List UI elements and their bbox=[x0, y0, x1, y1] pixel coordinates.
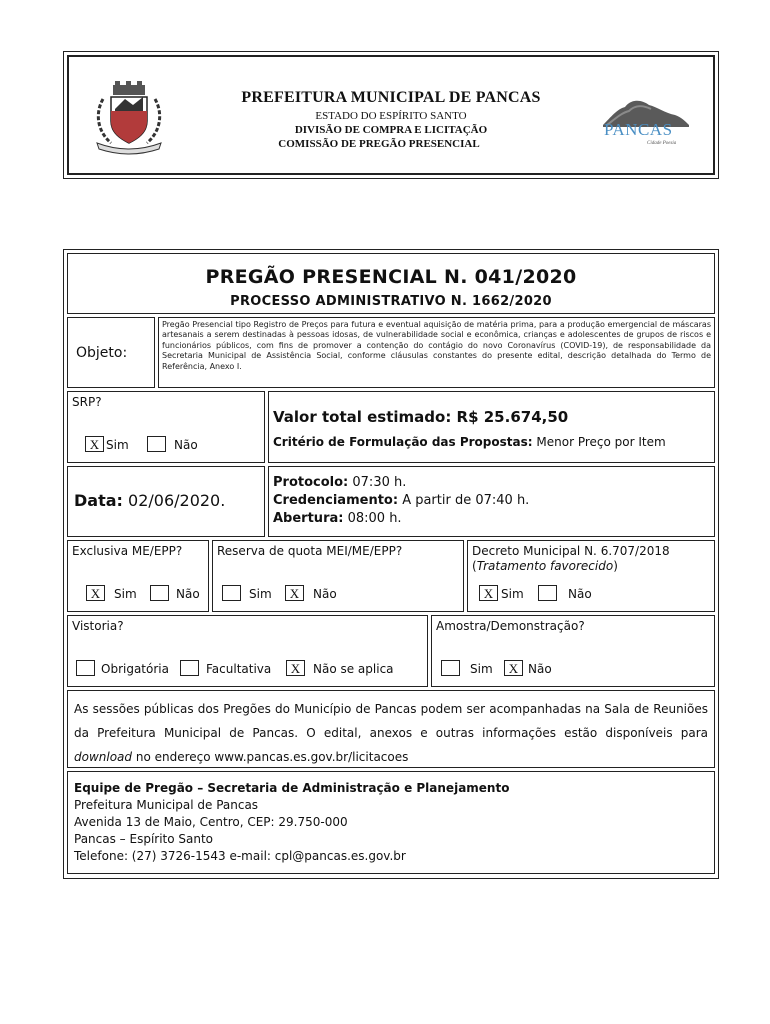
valor-total-estimado: Valor total estimado: R$ 25.674,50 bbox=[273, 408, 569, 426]
srp-sim-label: Sim bbox=[106, 438, 129, 452]
state-name: ESTADO DO ESPÍRITO SANTO bbox=[315, 110, 467, 122]
reserva-label: Reserva de quota MEI/ME/EPP? bbox=[217, 544, 403, 558]
srp-label: SRP? bbox=[72, 395, 102, 409]
exclusiva-sim-checkbox[interactable]: X bbox=[86, 585, 105, 601]
commission-name: COMISSÃO DE PREGÃO PRESENCIAL bbox=[278, 138, 480, 150]
equipe-phone-email: Telefone: (27) 3726-1543 e-mail: cpl@pancas.es.gov.br bbox=[74, 849, 406, 863]
reserva-box bbox=[212, 540, 464, 612]
pregao-number-title: PREGÃO PRESENCIAL N. 041/2020 bbox=[205, 266, 577, 288]
amostra-label: Amostra/Demonstração? bbox=[436, 619, 585, 633]
data-box bbox=[67, 466, 265, 537]
exclusiva-nao-checkbox[interactable] bbox=[150, 585, 169, 601]
reserva-sim-checkbox[interactable] bbox=[222, 585, 241, 601]
amostra-nao-label: Não bbox=[528, 662, 552, 676]
vistoria-obrigatoria-label: Obrigatória bbox=[101, 662, 169, 676]
credenciamento-line bbox=[273, 493, 529, 508]
info-box bbox=[67, 690, 715, 768]
objeto-text-box bbox=[158, 317, 715, 388]
pancas-logo-text: PANCAS bbox=[604, 120, 673, 139]
prefeitura-title: PREFEITURA MUNICIPAL DE PANCAS bbox=[241, 89, 541, 106]
criterio-value: Menor Preço por Item bbox=[536, 435, 666, 449]
criterio-line bbox=[273, 435, 666, 449]
data-label: Data: bbox=[74, 491, 123, 510]
processo-number: PROCESSO ADMINISTRATIVO N. 1662/2020 bbox=[230, 294, 552, 309]
exclusiva-box bbox=[67, 540, 209, 612]
decreto-box bbox=[467, 540, 715, 612]
equipe-box bbox=[67, 771, 715, 874]
horarios-box bbox=[268, 466, 715, 537]
division-name: DIVISÃO DE COMPRA E LICITAÇÃO bbox=[294, 124, 488, 136]
exclusiva-nao-label: Não bbox=[176, 587, 200, 601]
decreto-sim-checkbox[interactable]: X bbox=[479, 585, 498, 601]
protocolo-label: Protocolo: bbox=[273, 475, 349, 490]
reserva-nao-label: Não bbox=[313, 587, 337, 601]
pregao-title-box bbox=[67, 253, 715, 314]
equipe-city: Pancas – Espírito Santo bbox=[74, 832, 214, 846]
info-text-after: no endereço www.pancas.es.gov.br/licitacoes bbox=[132, 750, 409, 764]
decreto-sim-label: Sim bbox=[501, 587, 524, 601]
info-text-before: As sessões públicas dos Pregões do Município de Pancas podem ser acompanhadas na Sala de Reuniões da Prefeitura Municipal de Pancas. O edital, anexos e outras informações estão disponíveis para bbox=[74, 702, 708, 740]
reserva-sim-label: Sim bbox=[249, 587, 272, 601]
pregao-summary-form bbox=[63, 249, 719, 879]
decreto-nao-label: Não bbox=[568, 587, 592, 601]
info-download-word: download bbox=[74, 750, 133, 764]
equipe-title: Equipe de Pregão – Secretaria de Administração e Planejamento bbox=[74, 781, 510, 795]
exclusiva-label: Exclusiva ME/EPP? bbox=[72, 544, 183, 558]
srp-sim-checkbox[interactable]: X bbox=[85, 436, 104, 452]
decreto-sub-line: (Tratamento favorecido) bbox=[472, 559, 618, 573]
protocolo-value: 07:30 h. bbox=[352, 475, 407, 490]
vistoria-label: Vistoria? bbox=[72, 619, 124, 633]
vistoria-nao-aplica-checkbox[interactable]: X bbox=[286, 660, 305, 676]
objeto-description: Pregão Presencial tipo Registro de Preços para futura e eventual aquisição de matéria prima, para a produção emergencial de máscaras artesanais a serem destinadas à pessoas idosas, de vulnerabilidade social e econômica, crianças e adolescentes de grupos de riscos e funcionários públicos, com fins de promover a contenção do contágio do novo Coronavírus (COVID-19), de responsabilidade da Secretaria Municipal de Assistência Social, conforme cláusulas constantes do presente edital, descrição detalhada do Termo de Referência, Anexo I. bbox=[162, 320, 711, 371]
letterhead-frame bbox=[67, 55, 715, 175]
criterio-label: Critério de Formulação das Propostas: bbox=[273, 435, 533, 449]
abertura-value: 08:00 h. bbox=[347, 511, 402, 526]
srp-nao-checkbox[interactable] bbox=[147, 436, 166, 452]
decreto-sub: Tratamento favorecido bbox=[476, 559, 614, 573]
abertura-label: Abertura: bbox=[273, 511, 344, 526]
vistoria-obrigatoria-checkbox[interactable] bbox=[76, 660, 95, 676]
decreto-nao-checkbox[interactable] bbox=[538, 585, 557, 601]
abertura-line bbox=[273, 511, 402, 526]
info-paragraph bbox=[74, 697, 708, 769]
letterhead bbox=[63, 51, 719, 179]
exclusiva-sim-label: Sim bbox=[114, 587, 137, 601]
srp-box bbox=[67, 391, 265, 463]
equipe-contact bbox=[74, 780, 509, 865]
decreto-label: Decreto Municipal N. 6.707/2018 bbox=[472, 544, 670, 558]
data-value: 02/06/2020. bbox=[128, 491, 226, 510]
equipe-line-1: Prefeitura Municipal de Pancas bbox=[74, 798, 259, 812]
amostra-box bbox=[431, 615, 715, 687]
data-line bbox=[74, 491, 225, 510]
objeto-label-box bbox=[67, 317, 155, 388]
vistoria-facultativa-checkbox[interactable] bbox=[180, 660, 199, 676]
vistoria-nao-aplica-label: Não se aplica bbox=[313, 662, 394, 676]
vistoria-box bbox=[67, 615, 428, 687]
amostra-nao-checkbox[interactable]: X bbox=[504, 660, 523, 676]
protocolo-line bbox=[273, 475, 406, 490]
amostra-sim-checkbox[interactable] bbox=[441, 660, 460, 676]
vistoria-facultativa-label: Facultativa bbox=[206, 662, 272, 676]
objeto-label: Objeto: bbox=[76, 345, 128, 361]
srp-nao-label: Não bbox=[174, 438, 198, 452]
amostra-sim-label: Sim bbox=[470, 662, 493, 676]
valor-box bbox=[268, 391, 715, 463]
equipe-address: Avenida 13 de Maio, Centro, CEP: 29.750-000 bbox=[74, 815, 348, 829]
reserva-nao-checkbox[interactable]: X bbox=[285, 585, 304, 601]
credenciamento-value: A partir de 07:40 h. bbox=[402, 493, 530, 508]
pancas-logo-tagline: Cidade Poesia bbox=[647, 141, 677, 146]
credenciamento-label: Credenciamento: bbox=[273, 493, 399, 508]
